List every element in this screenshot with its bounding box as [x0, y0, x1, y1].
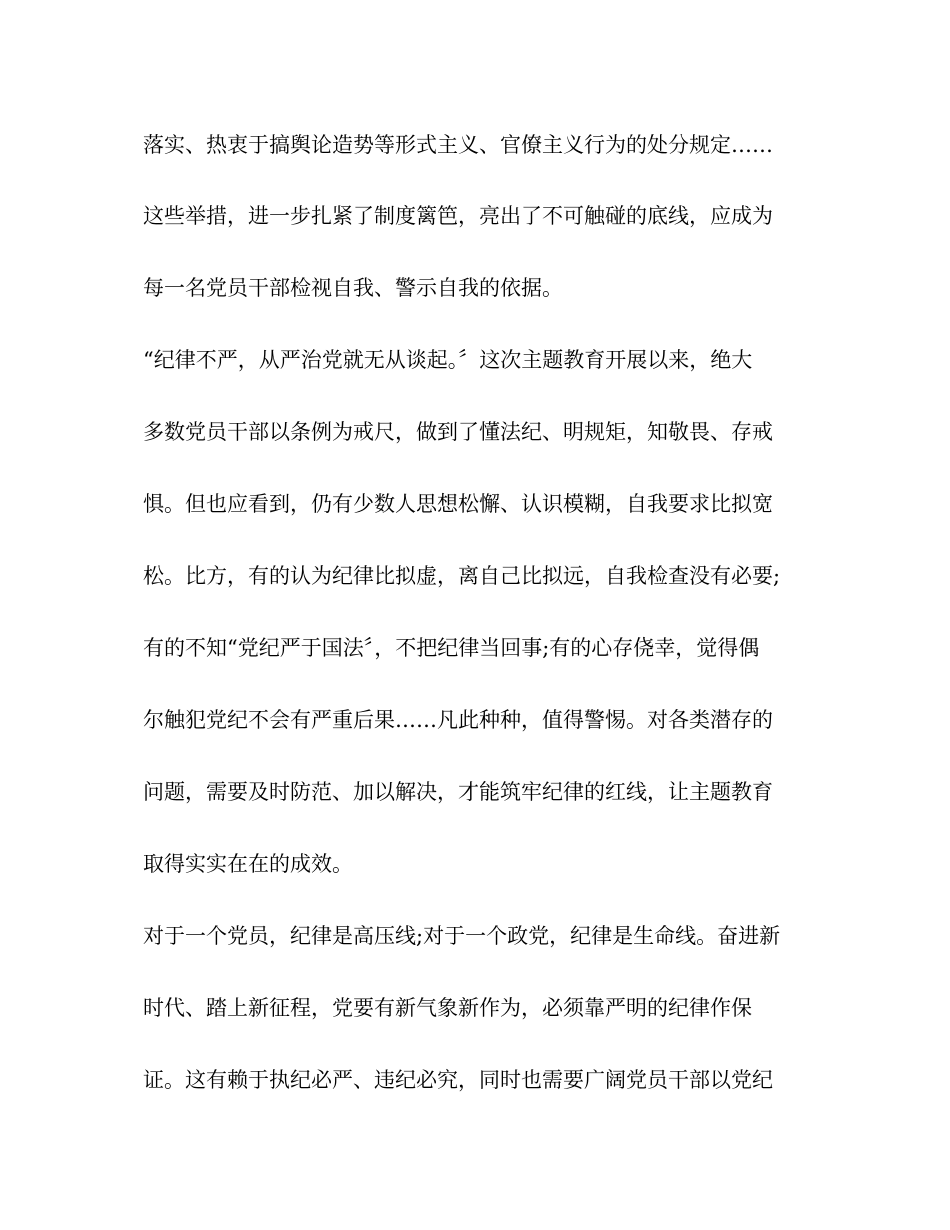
text-line: 时代、踏上新征程，党要有新气象新作为，必须靠严明的纪律作保 — [143, 996, 752, 1020]
text-line: “纪律不严，从严治党就无从谈起。〞这次主题教育开展以来，绝大 — [143, 348, 753, 372]
text-line: 这些举措，进一步扎紧了制度篱笆，亮出了不可触碰的底线，应成为 — [143, 204, 773, 228]
text-line: 松。比方，有的认为纪律比拟虚，离自己比拟远，自我检查没有必要; — [143, 564, 781, 588]
text-line: 有的不知“党纪严于国法〞，不把纪律当回事;有的心存侥幸，觉得偶 — [143, 636, 760, 660]
text-line: 证。这有赖于执纪必严、违纪必究，同时也需要广阔党员干部以党纪 — [143, 1068, 773, 1092]
text-line: 落实、热衷于搞舆论造势等形式主义、官僚主义行为的处分规定…… — [143, 133, 773, 157]
text-line: 惧。但也应看到，仍有少数人思想松懈、认识模糊，自我要求比拟宽 — [143, 492, 773, 516]
text-line: 每一名党员干部检视自我、警示自我的依据。 — [143, 276, 563, 300]
text-line: 对于一个党员，纪律是高压线;对于一个政党，纪律是生命线。奋进新 — [143, 924, 781, 948]
text-line: 取得实实在在的成效。 — [143, 852, 353, 876]
text-line: 多数党员干部以条例为戒尺，做到了懂法纪、明规矩，知敬畏、存戒 — [143, 420, 773, 444]
text-line: 尔触犯党纪不会有严重后果……凡此种种，值得警惕。对各类潜存的 — [143, 708, 773, 732]
text-line: 问题，需要及时防范、加以解决，才能筑牢纪律的红线，让主题教育 — [143, 780, 773, 804]
